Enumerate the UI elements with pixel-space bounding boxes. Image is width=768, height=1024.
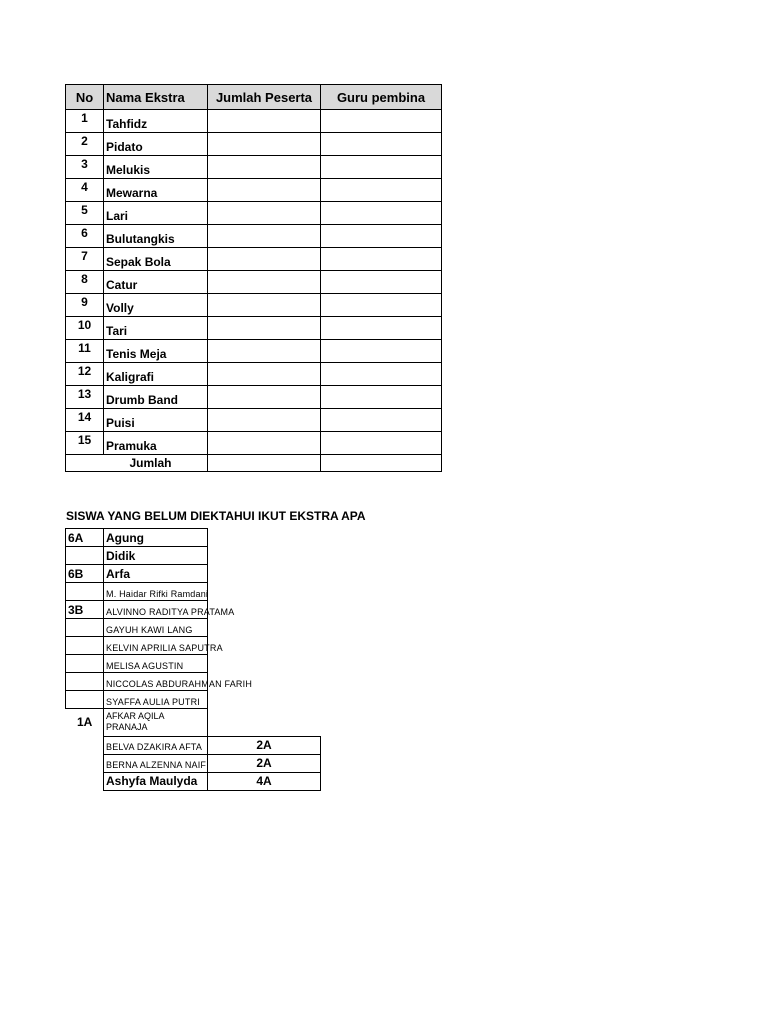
table-row (66, 294, 442, 317)
siswa-kelas-cell (65, 582, 104, 601)
siswa-kelas-lain-cell: 4A (207, 772, 321, 791)
row-guru (321, 248, 442, 271)
table-row (66, 179, 442, 202)
row-name: Drumb Band (104, 386, 208, 409)
row-guru (321, 340, 442, 363)
row-guru (321, 271, 442, 294)
row-jumlah (208, 156, 321, 179)
row-guru (321, 294, 442, 317)
table-row (66, 225, 442, 248)
siswa-nama-cell: M. Haidar Rifki Ramdani (103, 582, 208, 601)
siswa-nama-cell: AFKAR AQILA PRANAJA (103, 708, 208, 737)
ekstra-header-row (66, 85, 442, 110)
row-jumlah (208, 202, 321, 225)
total-jumlah (208, 455, 321, 472)
siswa-kelas-lain-cell: 2A (207, 754, 321, 773)
row-name: Puisi (104, 409, 208, 432)
row-guru (321, 156, 442, 179)
row-name: Mewarna (104, 179, 208, 202)
row-jumlah (208, 110, 321, 133)
row-name: Pramuka (104, 432, 208, 455)
row-name: Catur (104, 271, 208, 294)
total-row (66, 455, 442, 472)
row-jumlah (208, 409, 321, 432)
siswa-nama-cell: NICCOLAS ABDURAHMAN FARIH (103, 672, 208, 691)
row-name: Sepak Bola (104, 248, 208, 271)
table-row (66, 432, 442, 455)
table-row (66, 110, 442, 133)
siswa-kelas-lain-cell: 2A (207, 736, 321, 755)
row-name: Melukis (104, 156, 208, 179)
table-row (66, 156, 442, 179)
row-jumlah (208, 432, 321, 455)
siswa-nama-cell: ALVINNO RADITYA PRATAMA (103, 600, 208, 619)
row-no: 14 (66, 409, 104, 432)
siswa-nama-cell: SYAFFA AULIA PUTRI (103, 690, 208, 709)
siswa-kelas-cell: 6A (65, 528, 104, 547)
siswa-nama-cell: KELVIN APRILIA SAPUTRA (103, 636, 208, 655)
total-guru (321, 455, 442, 472)
row-guru (321, 202, 442, 225)
row-no: 10 (66, 317, 104, 340)
row-jumlah (208, 133, 321, 156)
row-no: 13 (66, 386, 104, 409)
siswa-section-title: SISWA YANG BELUM DIEKTAHUI IKUT EKSTRA APA (66, 509, 366, 523)
row-name: Bulutangkis (104, 225, 208, 248)
row-no: 2 (66, 133, 104, 156)
siswa-nama-cell: Didik (103, 546, 208, 565)
row-guru (321, 363, 442, 386)
siswa-kelas-cell (65, 690, 104, 709)
row-name: Kaligrafi (104, 363, 208, 386)
siswa-kelas-cell (65, 546, 104, 565)
siswa-nama-cell: MELISA AGUSTIN (103, 654, 208, 673)
siswa-nama-cell: BERNA ALZENNA NAIF (103, 754, 208, 773)
row-no: 5 (66, 202, 104, 225)
row-no: 8 (66, 271, 104, 294)
row-no: 3 (66, 156, 104, 179)
row-no: 6 (66, 225, 104, 248)
row-jumlah (208, 179, 321, 202)
siswa-nama-cell: Arfa (103, 564, 208, 583)
row-jumlah (208, 294, 321, 317)
table-row (66, 363, 442, 386)
table-row (66, 271, 442, 294)
siswa-kelas-cell (65, 618, 104, 637)
row-guru (321, 317, 442, 340)
table-row (66, 317, 442, 340)
row-jumlah (208, 340, 321, 363)
row-name: Tenis Meja (104, 340, 208, 363)
row-name: Lari (104, 202, 208, 225)
row-guru (321, 432, 442, 455)
table-row (66, 386, 442, 409)
row-name: Volly (104, 294, 208, 317)
header-jumlah-peserta: Jumlah Peserta (208, 85, 321, 110)
row-guru (321, 409, 442, 432)
table-row (66, 202, 442, 225)
siswa-kelas-cell (65, 636, 104, 655)
row-no: 4 (66, 179, 104, 202)
row-jumlah (208, 363, 321, 386)
header-no: No (66, 85, 104, 110)
row-jumlah (208, 317, 321, 340)
row-jumlah (208, 386, 321, 409)
row-guru (321, 225, 442, 248)
row-jumlah (208, 271, 321, 294)
siswa-nama-cell: GAYUH KAWI LANG (103, 618, 208, 637)
siswa-nama-cell: Agung (103, 528, 208, 547)
row-no: 7 (66, 248, 104, 271)
row-no: 15 (66, 432, 104, 455)
siswa-nama-cell: BELVA DZAKIRA AFTA (103, 736, 208, 755)
row-jumlah (208, 248, 321, 271)
row-guru (321, 133, 442, 156)
siswa-kelas-cell (65, 654, 104, 673)
row-name: Tari (104, 317, 208, 340)
total-label: Jumlah (66, 455, 208, 472)
row-name: Tahfidz (104, 110, 208, 133)
row-guru (321, 179, 442, 202)
row-guru (321, 110, 442, 133)
siswa-kelas-cell: 6B (65, 564, 104, 583)
table-row (66, 248, 442, 271)
row-no: 11 (66, 340, 104, 363)
siswa-kelas-label: 1A (77, 715, 93, 729)
header-guru-pembina: Guru pembina (321, 85, 442, 110)
ekstra-table (65, 84, 442, 472)
row-jumlah (208, 225, 321, 248)
siswa-nama-cell: Ashyfa Maulyda (103, 772, 208, 791)
header-nama-ekstra: Nama Ekstra (104, 85, 208, 110)
siswa-kelas-cell (65, 672, 104, 691)
row-no: 12 (66, 363, 104, 386)
row-guru (321, 386, 442, 409)
row-no: 1 (66, 110, 104, 133)
table-row (66, 340, 442, 363)
row-name: Pidato (104, 133, 208, 156)
table-row (66, 133, 442, 156)
siswa-kelas-cell: 3B (65, 600, 104, 619)
table-row (66, 409, 442, 432)
row-no: 9 (66, 294, 104, 317)
